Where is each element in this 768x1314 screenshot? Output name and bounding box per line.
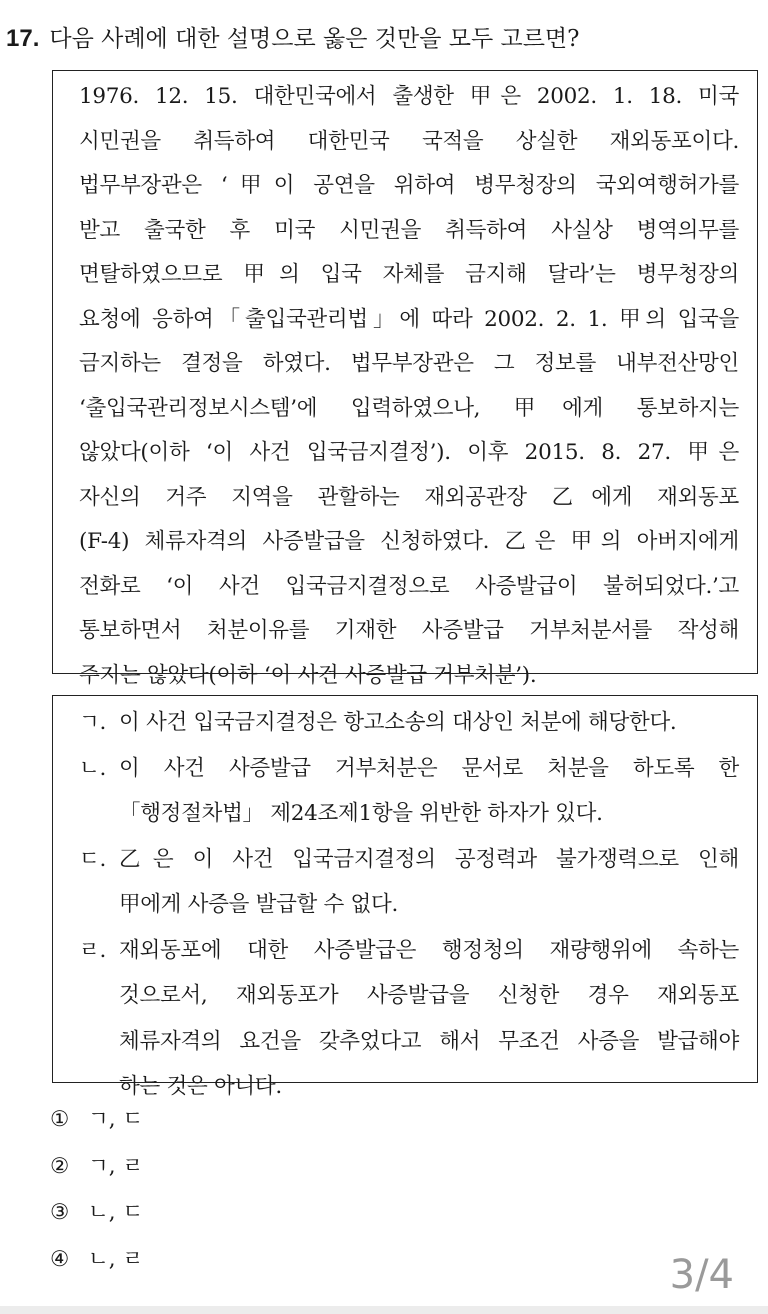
case-line: 면탈하였으므로 甲의 입국 자체를 금지해 달라’는 병무청장의 bbox=[79, 262, 739, 287]
case-line: 주지는 않았다(이하 ‘이 사건 사증발급 거부처분’). bbox=[79, 662, 537, 688]
case-line: 자신의 거주 지역을 관할하는 재외공관장 乙에게 재외동포 bbox=[79, 484, 739, 510]
case-box bbox=[52, 70, 758, 688]
page-indicator: 3/4 bbox=[669, 1252, 734, 1298]
question-number: 17. bbox=[6, 25, 40, 52]
answer-choices bbox=[50, 1097, 143, 1283]
choice-number: ② bbox=[50, 1153, 70, 1179]
question-text: 다음 사례에 대한 설명으로 옳은 것만을 모두 고르면? bbox=[49, 26, 580, 52]
statement-line: 「행정절차법」 제24조제1항을 위반한 하자가 있다. bbox=[119, 801, 603, 826]
choice-text: ㄱ, ㄹ bbox=[88, 1153, 144, 1179]
answer-choice-3[interactable] bbox=[50, 1190, 143, 1237]
case-line: 1976. 12. 15. 대한민국에서 출생한 甲은 2002. 1. 18. 미국 bbox=[79, 84, 739, 109]
case-line: (F-4) 체류자격의 사증발급을 신청하였다. 乙은 甲의 아버지에게 bbox=[79, 529, 739, 554]
statement-digeut bbox=[79, 837, 739, 928]
answer-choice-1[interactable] bbox=[50, 1097, 143, 1144]
choice-text: ㄴ, ㄹ bbox=[88, 1246, 144, 1272]
statement-marker: ㄴ. bbox=[79, 755, 107, 781]
case-line: ‘출입국관리정보시스템’에 입력하였으나, 甲에게 통보하지는 bbox=[79, 395, 739, 421]
statement-rieul bbox=[79, 928, 739, 1110]
statement-line: 이 사건 입국금지결정은 항고소송의 대상인 처분에 해당한다. bbox=[119, 710, 677, 735]
choice-text: ㄴ, ㄷ bbox=[88, 1200, 144, 1225]
question-heading bbox=[6, 22, 756, 56]
statement-marker: ㄱ. bbox=[79, 710, 107, 735]
statement-line: 이 사건 사증발급 거부처분은 문서로 처분을 하도록 한 bbox=[119, 755, 739, 781]
case-line: 통보하면서 처분이유를 기재한 사증발급 거부처분서를 작성해 bbox=[79, 618, 739, 643]
choice-number: ① bbox=[50, 1107, 70, 1132]
choice-text: ㄱ, ㄷ bbox=[88, 1107, 144, 1132]
statement-line: 乙은 이 사건 입국금지결정의 공정력과 불가쟁력으로 인해 bbox=[119, 846, 739, 872]
answer-choice-4[interactable] bbox=[50, 1237, 143, 1284]
statements-box bbox=[52, 695, 758, 1099]
case-line: 법무부장관은 ‘甲이 공연을 위하여 병무청장의 국외여행허가를 bbox=[79, 173, 739, 198]
choice-number: ③ bbox=[50, 1200, 70, 1225]
bottom-bar bbox=[0, 1306, 768, 1314]
statement-line: 하는 것은 아니다. bbox=[119, 1074, 282, 1099]
case-line: 않았다(이하 ‘이 사건 입국금지결정’). 이후 2015. 8. 27. 甲은 bbox=[79, 440, 739, 465]
statement-line: 것으로서, 재외동포가 사증발급을 신청한 경우 재외동포 bbox=[119, 983, 739, 1008]
statement-nieun bbox=[79, 746, 739, 837]
statement-line: 재외동포에 대한 사증발급은 행정청의 재량행위에 속하는 bbox=[119, 937, 739, 963]
case-line: 전화로 ‘이 사건 입국금지결정으로 사증발급이 불허되었다.’고 bbox=[79, 573, 739, 599]
statement-marker: ㄹ. bbox=[79, 937, 107, 963]
choice-number: ④ bbox=[50, 1246, 70, 1272]
case-line: 요청에 응하여「출입국관리법」에 따라 2002. 2. 1. 甲의 입국을 bbox=[79, 306, 739, 332]
case-line: 금지하는 결정을 하였다. 법무부장관은 그 정보를 내부전산망인 bbox=[79, 351, 739, 376]
case-line: 시민권을 취득하여 대한민국 국적을 상실한 재외동포이다. bbox=[79, 128, 739, 154]
statement-line: 체류자격의 요건을 갖추었다고 해서 무조건 사증을 발급해야 bbox=[119, 1028, 739, 1054]
answer-choice-2[interactable] bbox=[50, 1144, 143, 1191]
statement-line: 甲에게 사증을 발급할 수 없다. bbox=[119, 892, 399, 917]
statement-giyeok bbox=[79, 700, 739, 746]
case-line: 받고 출국한 후 미국 시민권을 취득하여 사실상 병역의무를 bbox=[79, 217, 739, 243]
statement-marker: ㄷ. bbox=[79, 846, 107, 872]
